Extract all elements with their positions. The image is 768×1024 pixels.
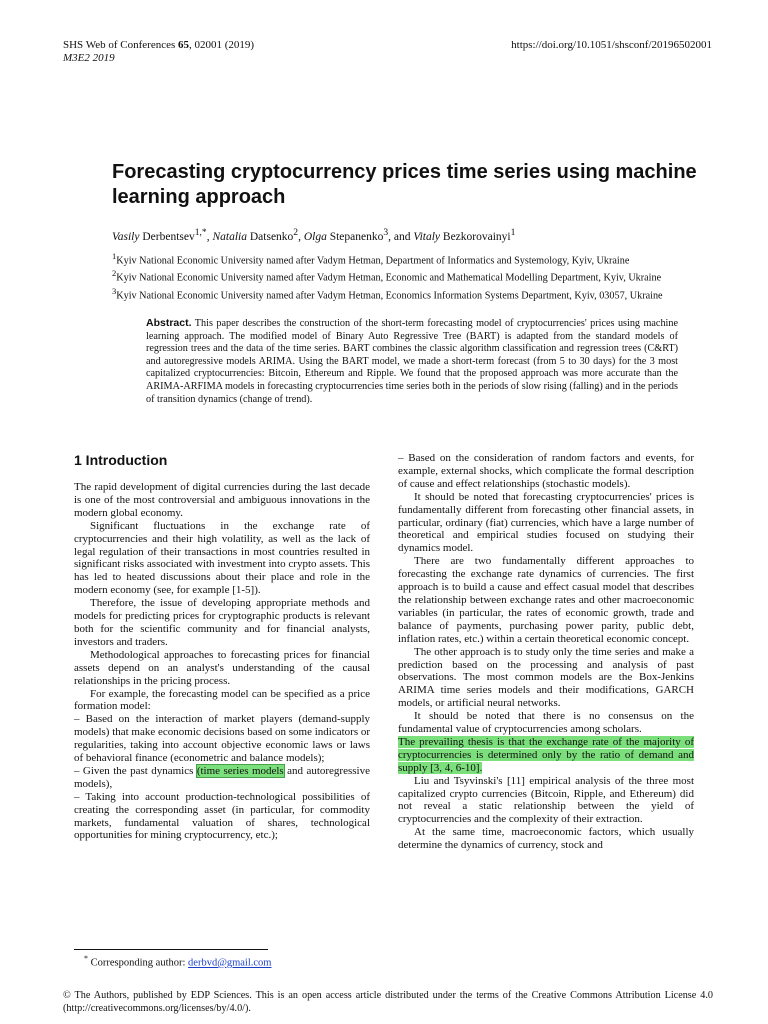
paragraph: It should be noted that forecasting cryptocurrencies' prices is fundamentally different from forecasting other financial assets, in particular, ordinary (fiat) currencies, which have a large number of theoretical and empirical studies focused on studying their dynamics model. bbox=[398, 490, 694, 555]
journal-name: SHS Web of Conferences bbox=[63, 39, 179, 51]
affiliation-number: 3 bbox=[112, 285, 117, 296]
paragraph: It should be noted that there is no consensus on the fundamental value of cryptocurrencies among scholars. bbox=[398, 710, 694, 736]
author-first-name: Natalia bbox=[212, 230, 247, 243]
list-item-text: – Given the past dynamics bbox=[74, 764, 197, 777]
author-first-name: Olga bbox=[303, 230, 327, 243]
affiliation-item bbox=[112, 285, 722, 302]
affiliation-number: 1 bbox=[112, 251, 117, 261]
author-last-name: Bezkorovainyi bbox=[440, 230, 511, 243]
paragraph: The rapid development of digital currencies during the last decade is one of the most controversial and ambiguous innovations in the modern global economy. bbox=[74, 481, 370, 519]
list-item-text: and autoregressive models), bbox=[74, 764, 370, 790]
footnote-mark: * bbox=[84, 954, 88, 963]
paragraph: Liu and Tsyvinski's [11] empirical analysis of the three most capitalized crypto currencies (Bitcoin, Ripple, and Ethereum) did not reveal a static relationship between the yield of cryptocurrencies and the complexity of their extraction. bbox=[398, 774, 694, 826]
abstract bbox=[146, 317, 678, 406]
affiliation-text: Kyiv National Economic University named after Vadym Hetman, Economic and Mathematical Modelling Department, Kyiv, Ukraine bbox=[116, 272, 662, 284]
section-heading: 1 Introduction bbox=[74, 452, 168, 468]
paragraph: The other approach is to study only the time series and make a prediction based on the processing and analysis of past observations. The most common models are the Box-Jenkins ARIMA time series models and their modifications, GARCH models, or artificial neural networks. bbox=[398, 645, 694, 710]
paragraph: At the same time, macroeconomic factors, which usually determine the dynamics of currency, stock and bbox=[398, 826, 694, 852]
affiliation-number: 2 bbox=[112, 268, 117, 279]
email-link[interactable]: derbvd@gmail.com bbox=[188, 957, 272, 969]
license-notice: © The Authors, published by EDP Sciences. This is an open access article distributed under the terms of the Creative Commons Attribution License 4.0 (http://creativecommons.org/licenses/by/4.0/). bbox=[63, 990, 713, 1014]
paragraph: Therefore, the issue of developing appropriate methods and models for predicting prices for cryptographic products is relevant both for the scientific community and for financial analysts, investors and traders. bbox=[74, 597, 370, 648]
list-item: – Based on the consideration of random factors and events, for example, external shocks, which complicate the formal description of cause and effect relationships (stochastic models). bbox=[398, 452, 694, 490]
affiliation-text: Kyiv National Economic University named after Vadym Hetman, Department of Informatics and Systemology, Kyiv, Ukraine bbox=[116, 255, 630, 267]
paragraph: Significant fluctuations in the exchange rate of cryptocurrencies and their high volatility, as well as the lack of legal regulation of their transactions in most countries resulted in significant risks associated with investment into crypto assets. This has led to heated discussions about their place and role in the modern economy (see, for example [1-5]). bbox=[74, 519, 370, 597]
affiliation-text: Kyiv National Economic University named after Vadym Hetman, Economics Information Systems Department, Kyiv, 03057, Ukraine bbox=[116, 290, 663, 302]
affiliation-item bbox=[112, 267, 722, 284]
paper-title: Forecasting cryptocurrency prices time series using machine learning approach bbox=[112, 161, 697, 208]
author-first-name: Vitaly bbox=[413, 230, 441, 243]
paragraph: For example, the forecasting model can be specified as a price formation model: bbox=[74, 687, 370, 713]
left-column bbox=[74, 452, 370, 842]
right-column bbox=[398, 452, 694, 852]
author-first-name: Vasily bbox=[112, 230, 140, 243]
journal-line bbox=[63, 39, 254, 52]
affiliations bbox=[112, 250, 722, 302]
list-item: – Taking into account production-technological possibilities of creating the corresponding asset (in particular, for commodity markets, fundamental valuation of shares, technological opportunities for mining cryptocurrency, etc.); bbox=[74, 790, 370, 842]
affiliation-item bbox=[112, 250, 722, 267]
author-affiliation-mark: 1,* bbox=[194, 227, 207, 238]
journal-volume: 65 bbox=[178, 39, 190, 51]
paragraph bbox=[398, 736, 694, 775]
author-last-name: Derbentsev bbox=[139, 230, 195, 243]
paragraph: Methodological approaches to forecasting prices for financial assets depend on an analyst's understanding of the causal relationships in the pricing process. bbox=[74, 648, 370, 687]
author-affiliation-mark: 3 bbox=[383, 227, 389, 238]
journal-issue: , 02001 (2019) bbox=[189, 39, 255, 51]
abstract-text: This paper describes the construction of the short-term forecasting model of cryptocurrencies' prices using machine learning approach. The modified model of Binary Auto Regressive Tree (BART) is adapted from the standard models of regression trees and the data of the time series. BART combines the classic algorithm classification and regression trees (C&RT) and autoregressive models ARIMA. Using the BART model, we made a short-term forecast (from 5 to 30 days) for the 3 most capitalized cryptocurrencies: Bitcoin, Ethereum and Ripple. We found that the proposed approach was more accurate than the ARIMA-ARFIMA models in forecasting cryptocurrencies time series both in the periods of slow rising (falling) and in the periods of transition dynamics (change of trend). bbox=[146, 318, 678, 405]
page-header-left bbox=[63, 39, 254, 65]
list-item: – Based on the interaction of market players (demand-supply models) that make economic decisions based on some indicators or regularities, taking into account objective economic laws or laws of behavioral finance (econometric and balance models); bbox=[74, 713, 371, 765]
highlighted-text: The prevailing thesis is that the exchange rate of the majority of cryptocurrencies is determined only by the ratio of demand and supply [3, 4, 6-10]. bbox=[398, 735, 694, 774]
doi-link[interactable]: https://doi.org/10.1051/shsconf/20196502001 bbox=[511, 39, 712, 51]
paragraph: There are two fundamentally different approaches to forecasting the exchange rate dynamics of currencies. The first approach is to build a cause and effect casual model that describes the relationship between exchange rates and other macroeconomic variables (in particular, the rates of economic growth, trade and balance of payments, purchasing power parity, public debt, inflation rates, etc.) within a certain theoretical economic concept. bbox=[398, 555, 694, 645]
author-affiliation-mark: 1 bbox=[510, 227, 516, 238]
abstract-label: Abstract. bbox=[146, 317, 192, 329]
footnote-divider bbox=[74, 949, 268, 950]
highlighted-text: (time series models bbox=[196, 764, 284, 777]
author-last-name: Datsenko bbox=[246, 230, 294, 243]
list-item bbox=[74, 765, 370, 791]
author-last-name: Stepanenko bbox=[326, 230, 384, 243]
author-list: Vasily Derbentsev$^{1,*}$, Natalia Datsenko$^2$, Olga Stepanenko$^3$, and Vitaly Bezkorovainyi$^1$ bbox=[112, 227, 516, 243]
footnote bbox=[84, 954, 271, 969]
author-affiliation-mark: 2 bbox=[293, 227, 299, 238]
footnote-text: Corresponding author: bbox=[88, 957, 189, 969]
conference-name: M3E2 2019 bbox=[63, 52, 115, 64]
